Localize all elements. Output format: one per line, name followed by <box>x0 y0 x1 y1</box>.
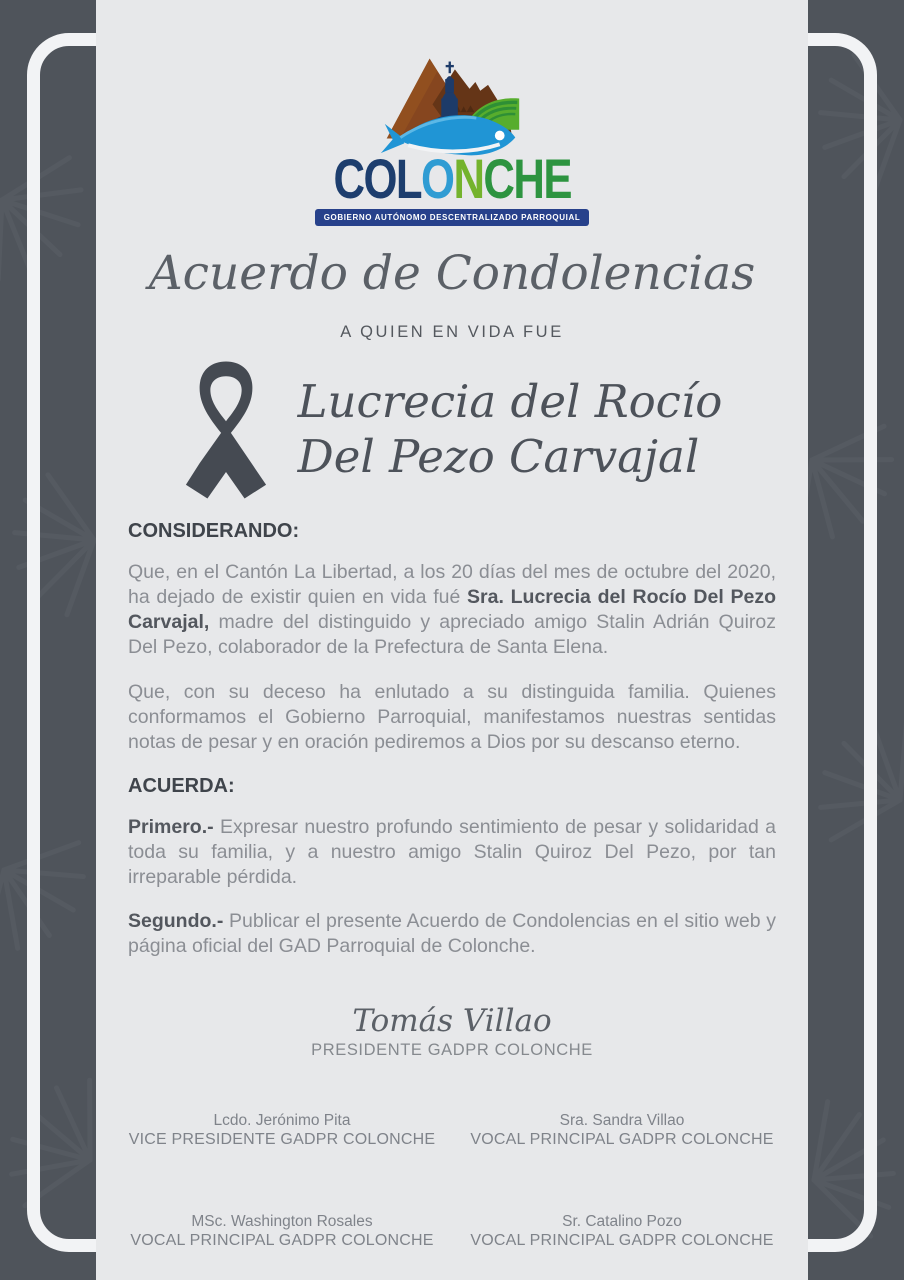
colonche-wordmark <box>333 147 571 210</box>
president-name: Tomás Villao <box>352 1002 552 1039</box>
considerando-paragraph-2: Que, con su deceso ha enlutado a su distinguida familia. Quienes conformamos el Gobierno Parroquial, manifestamos nuestras sentidas notas de pesar y en oración pediremos a Dios por su descanso eterno. <box>128 680 776 753</box>
mourning-ribbon-icon <box>182 360 270 500</box>
official-title: VOCAL PRINCIPAL GADPR COLONCHE <box>130 1231 434 1249</box>
deceased-name <box>298 375 723 485</box>
official-name: MSc. Washington Rosales <box>191 1212 373 1230</box>
segundo-label: Segundo.- <box>128 910 224 932</box>
official-name: Lcdo. Jerónimo Pita <box>213 1111 351 1129</box>
document-body <box>128 500 776 979</box>
primero-text: Expresar nuestro profundo sentimiento de pesar y solidaridad a toda su familia, y a nuestro amigo Stalin Quiroz Del Pezo, por tan irreparable pérdida. <box>128 815 776 888</box>
signature-block-vice-president <box>112 1112 452 1149</box>
memorial-block <box>182 360 723 500</box>
official-name: Sra. Sandra Villao <box>559 1111 685 1129</box>
primero-label: Primero.- <box>128 815 214 838</box>
official-name: Sr. Catalino Pozo <box>562 1212 682 1230</box>
p1-deceased-name-bold: Sra. Lucrecia del Rocío Del Pezo Carvajal, <box>128 586 777 633</box>
signature-block-vocal-2 <box>112 1213 452 1250</box>
segundo-text: Publicar el presente Acuerdo de Condolencias en el sitio web y página oficial del GAD Parroquial de Colonche. <box>128 910 776 957</box>
document-subtitle: A QUIEN EN VIDA FUE <box>340 323 564 341</box>
deceased-name-line2: Del Pezo Carvajal <box>297 430 700 483</box>
president-title: PRESIDENTE GADPR COLONCHE <box>311 1040 593 1059</box>
president-signature-block <box>311 1003 593 1060</box>
official-title: VOCAL PRINCIPAL GADPR COLONCHE <box>470 1130 774 1148</box>
considerando-heading: CONSIDERANDO: <box>128 520 300 542</box>
p1-text-post: madre del distinguido y apreciado amigo Stalin Adrián Quiroz Del Pezo, colaborador de la Prefectura de Santa Elena. <box>128 611 776 658</box>
segundo-paragraph <box>128 909 776 959</box>
wordmark-part-che: CHE <box>483 147 571 210</box>
document-panel <box>96 0 808 1280</box>
considerando-paragraph-1 <box>128 560 776 660</box>
gad-banner: GOBIERNO AUTÓNOMO DESCENTRALIZADO PARROQUIAL <box>315 209 590 226</box>
wordmark-part-o: O <box>420 147 454 210</box>
official-title: VICE PRESIDENTE GADPR COLONCHE <box>128 1130 436 1148</box>
signature-block-vocal-1 <box>452 1112 792 1149</box>
acuerda-heading: ACUERDA: <box>128 774 235 797</box>
primero-paragraph <box>128 815 776 890</box>
official-title: VOCAL PRINCIPAL GADPR COLONCHE <box>470 1231 774 1249</box>
wordmark-part-col: COL <box>333 147 421 210</box>
wordmark-part-n: N <box>453 147 484 210</box>
signature-row-2 <box>112 1213 792 1250</box>
document-title: Acuerdo de Condolencias <box>148 246 756 301</box>
signature-row-1 <box>112 1112 792 1149</box>
deceased-name-line1: Lucrecia del Rocío <box>297 375 723 429</box>
colonche-emblem-logo <box>377 44 527 156</box>
p1-text-pre: Que, en el Cantón La Libertad, a los 20 días del mes de octubre del 2020, ha dejado de existir quien en vida fué <box>128 561 776 608</box>
signature-block-vocal-3 <box>452 1213 792 1250</box>
